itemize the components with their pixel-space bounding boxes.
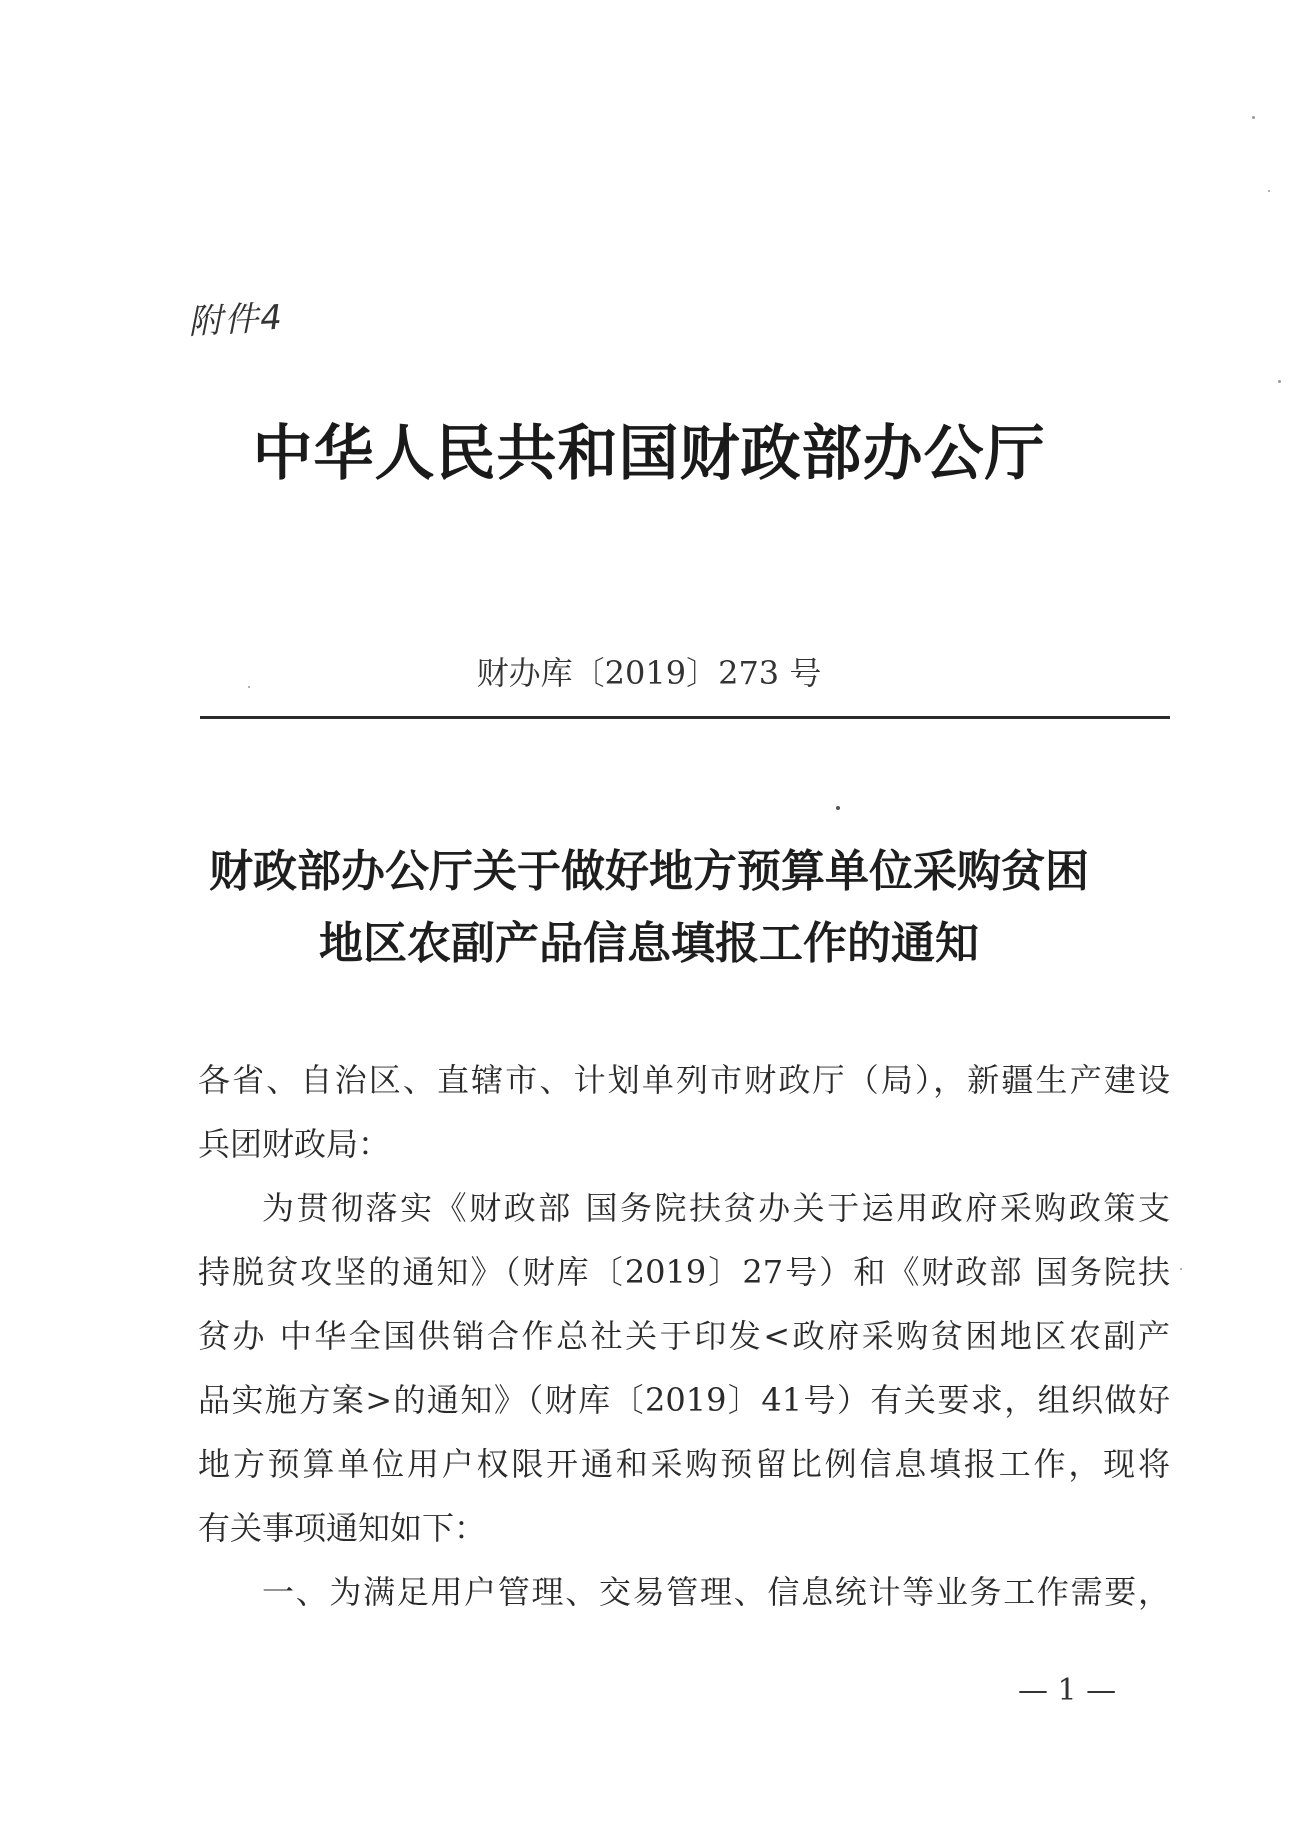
issuing-office-title: 中华人民共和国财政部办公厅 [252, 419, 1046, 489]
body-line-paragraph-1-start: 为贯彻落实《财政部 国务院扶贫办关于运用政府采购政策支 [262, 1189, 1170, 1227]
body-line-item-1-start: 一、为满足用户管理、交易管理、信息统计等业务工作需要， [262, 1573, 1170, 1611]
notice-body [198, 1048, 1170, 1624]
header-separator-line [200, 716, 1170, 719]
page-number: — 1 — [1018, 1673, 1117, 1708]
handwritten-attachment-label: 附件4 [187, 297, 285, 343]
scan-speck [1180, 1268, 1182, 1270]
body-line-addressee-1: 各省、自治区、直辖市、计划单列市财政厅（局），新疆生产建设 [198, 1061, 1170, 1099]
scan-speck [1252, 116, 1255, 119]
notice-title-line-2: 地区农副产品信息填报工作的通知 [319, 918, 979, 969]
notice-title [0, 836, 1298, 980]
body-line: 贫办 中华全国供销合作总社关于印发<政府采购贫困地区农副产 [198, 1317, 1170, 1355]
scan-speck [1278, 380, 1281, 383]
scan-speck [836, 806, 840, 810]
body-line: 品实施方案>的通知》（财库〔2019〕41号）有关要求，组织做好 [198, 1381, 1170, 1419]
scan-speck [248, 686, 250, 688]
scan-speck [1268, 190, 1270, 192]
body-line-addressee-2: 兵团财政局： [198, 1125, 391, 1163]
notice-title-line-1: 财政部办公厅关于做好地方预算单位采购贫困 [209, 846, 1089, 897]
body-line: 持脱贫攻坚的通知》（财库〔2019〕27号）和《财政部 国务院扶 [198, 1253, 1170, 1291]
body-line: 地方预算单位用户权限开通和采购预留比例信息填报工作，现将 [198, 1445, 1170, 1483]
document-number: 财办库〔2019〕273 号 [476, 654, 822, 692]
body-line-paragraph-1-end: 有关事项通知如下： [198, 1509, 487, 1547]
